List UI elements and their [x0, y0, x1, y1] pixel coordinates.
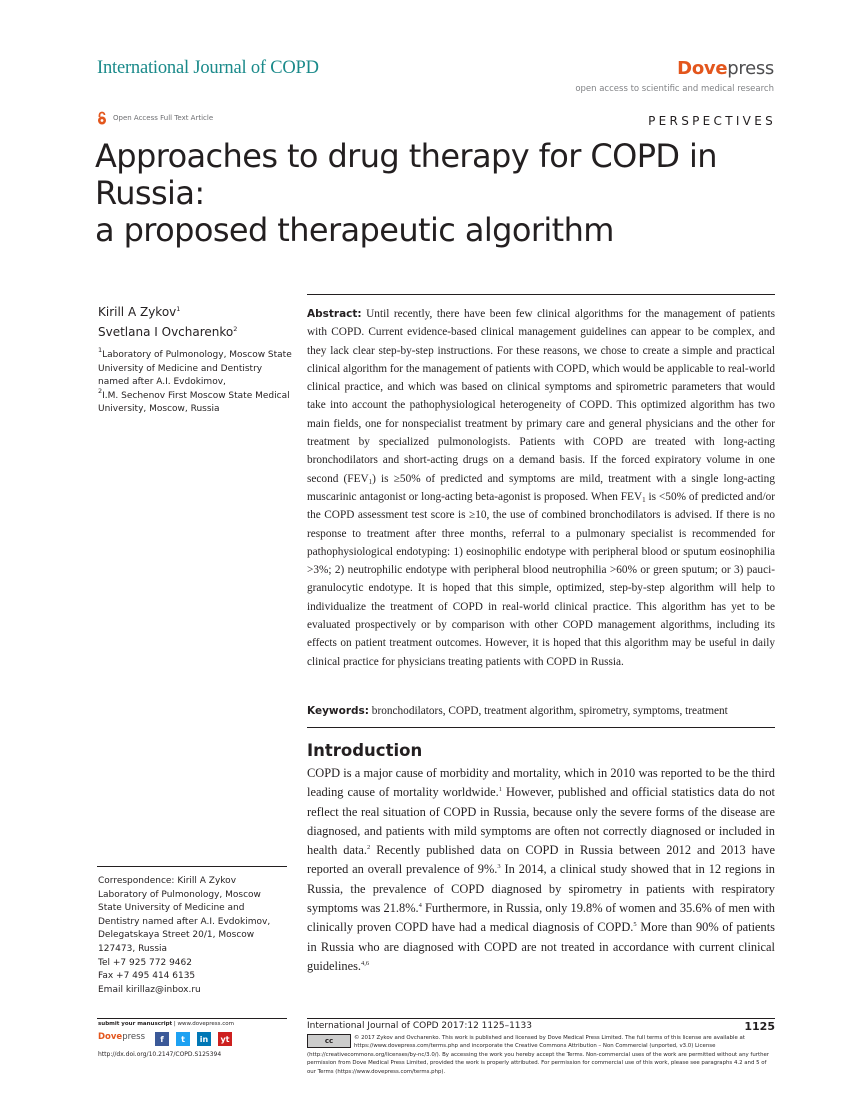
introduction-paragraph	[307, 764, 775, 976]
divider	[97, 1018, 287, 1019]
affiliation-2	[98, 386, 293, 417]
linkedin-icon[interactable]: in	[197, 1032, 211, 1046]
intro-text: Furthermore, in Russia, only 19.8% of women and 35.6% of men with clinically proven COPD have had a medical diagnosis of COPD.	[307, 901, 775, 935]
corr-line: 127473, Russia	[98, 943, 168, 954]
facebook-icon[interactable]: f	[155, 1032, 169, 1046]
title-line-2: a proposed therapeutic algorithm	[95, 211, 614, 249]
corr-line: Dentistry named after A.I. Evdokimov,	[98, 916, 271, 927]
twitter-icon[interactable]: t	[176, 1032, 190, 1046]
doi-link[interactable]: http://dx.doi.org/10.2147/COPD.S125394	[98, 1051, 222, 1058]
abstract-text-3: is <50% of predicted and/or the COPD assessment test score is ≥10, the use of combined bronchodilators is advised. If there is no response to treatment after three months, referral to a pulmonary specialist is recommended for pathophysiological endotyping: 1) eosinophilic endotype with peripheral blood or sputum eosinophilia >3%; 2) neutrophilic endotype with peripheral blood neutrophilia >60% or green sputum; or 3) pauci-granulocytic endotype. It is hoped that this simple, optimized, step-by-step algorithm will help to individualize the treatment of COPD in real-world clinical practice. This algorithm has yet to be evaluated prospectively or by comparison with other COPD management algorithms, including its effects on patient treatment outcomes. However, it is hoped that this algorithm may be useful in daily clinical practice for physicians treating patients with COPD in Russia.	[307, 490, 775, 668]
citation-ref[interactable]: 1	[498, 786, 502, 794]
corr-line: Correspondence: Kirill A Zykov	[98, 876, 237, 886]
divider	[307, 1018, 775, 1019]
author-2[interactable]	[98, 322, 237, 342]
affil-2-text: I.M. Sechenov First Moscow State Medical University, Moscow, Russia	[98, 390, 290, 415]
journal-name[interactable]: International Journal of COPD	[97, 58, 319, 78]
affil-2-mark: 2	[98, 386, 103, 395]
intro-text: However, published and official statistics data do not reflect the real situation of COPD in Russia, because only the severe forms of the disease are diagnosed, and patients with mild symptoms are often not correctly diagnosed or included in health data.	[307, 785, 775, 858]
intro-text: In 2014, a clinical study showed that in 12 regions in Russia, the prevalence of COPD diagnosed by spirometry in patients with respiratory symptoms was 21.8%.	[307, 862, 776, 916]
intro-text: COPD is a major cause of morbidity and mortality, which in 2010 was reported to be the third leading cause of mortality worldwide.	[307, 766, 775, 800]
affiliation-1	[98, 346, 293, 390]
section-heading-introduction: Introduction	[307, 741, 423, 760]
corr-fax: Fax +7 495 414 6135	[98, 971, 196, 982]
abstract-text-2: ) is ≥50% of predicted and symptoms are mild, treatment with a single long-acting muscarinic antagonist or long-acting beta-agonist is proposed. When FEV	[307, 472, 775, 503]
intro-text: More than 90% of patients in Russia who are diagnosed with COPD are not treated in accordance with current clinical guidelines.	[307, 920, 775, 973]
footer-logo-rest: press	[122, 1032, 145, 1042]
submit-url: | www.dovepress.com	[172, 1021, 234, 1027]
keywords	[307, 702, 775, 720]
corr-phone: Tel +7 925 772 9462	[98, 957, 192, 968]
corr-line: Delegatskaya Street 20/1, Moscow	[98, 930, 255, 941]
abstract-text-1: Until recently, there have been few clinical algorithms for the management of patients with COPD. Current evidence-based clinical management guidelines can appear to be complex, and they lack clear step-by-step instructions. For these reasons, we chose to create a simple and practical clinical algorithm for the management of patients with COPD, which would be applicable to real-world clinical practice, and which was based on clinical symptoms and spirometric parameters that would take into account the pathophysiological heterogeneity of COPD. This optimized algorithm has two main fields, one for nonspecialist treatment by primary care and general physicians and the other for treatment by specialized pulmonologists. Patients with COPD are treated with long-acting bronchodilators and short-acting drugs on a demand basis. If the forced expiratory volume in one second (FEV	[307, 308, 775, 485]
corr-line: State University of Medicine and	[98, 903, 245, 914]
license-block	[307, 1034, 775, 1076]
corr-email[interactable]: Email kirillaz@inbox.ru	[98, 984, 201, 995]
abstract	[307, 305, 775, 671]
divider	[307, 727, 775, 728]
footer-logo-bold: Dove	[98, 1032, 123, 1042]
author-2-affil-mark: 2	[233, 325, 238, 333]
affiliations	[98, 346, 293, 417]
brand-tagline: open access to scientific and medical research	[575, 84, 774, 94]
fev-subscript: 1	[368, 477, 373, 486]
open-access-label: Open Access Full Text Article	[113, 114, 214, 122]
creative-commons-icon[interactable]: cc	[307, 1034, 351, 1048]
citation-ref[interactable]: 4	[418, 902, 422, 910]
intro-text: Recently published data on COPD in Russia between 2012 and 2013 have reported an overall prevalence of 9%.	[307, 843, 775, 877]
fev-subscript: 1	[642, 495, 646, 504]
title-line-1: Approaches to drug therapy for COPD in Russia:	[95, 137, 717, 212]
journal-citation: International Journal of COPD 2017:12 1125–1133	[307, 1021, 532, 1031]
citation-ref[interactable]: 2	[366, 844, 371, 852]
author-2-name: Svetlana I Ovcharenko	[98, 325, 234, 339]
footer-dovepress-logo[interactable]	[98, 1032, 145, 1042]
section-label: PERSPECTIVES	[648, 114, 776, 128]
citation-ref[interactable]: 5	[633, 921, 637, 929]
open-access-badge[interactable]	[97, 111, 213, 125]
open-access-lock-icon	[97, 111, 107, 125]
brand-bold: Dove	[677, 58, 728, 79]
submit-label: submit your manuscript	[98, 1021, 173, 1027]
author-1-affil-mark: 1	[176, 305, 181, 313]
author-1[interactable]	[98, 302, 237, 322]
dovepress-logo[interactable]	[677, 58, 774, 79]
corr-line: Laboratory of Pulmonology, Moscow	[98, 889, 261, 900]
citation-ref[interactable]: 4,6	[361, 959, 370, 967]
divider	[97, 866, 287, 867]
keywords-text: bronchodilators, COPD, treatment algorithm, spirometry, symptoms, treatment	[368, 705, 728, 717]
abstract-label: Abstract:	[307, 308, 362, 320]
correspondence-block	[98, 875, 293, 997]
citation-ref[interactable]: 3	[497, 863, 501, 871]
author-1-name: Kirill A Zykov	[98, 305, 177, 319]
article-title	[95, 138, 795, 249]
submit-manuscript-link[interactable]	[98, 1021, 234, 1027]
affil-1-text: Laboratory of Pulmonology, Moscow State University of Medicine and Dentistry named after A.I. Evdokimov,	[98, 350, 292, 388]
affil-1-mark: 1	[98, 346, 103, 354]
divider	[307, 294, 775, 295]
youtube-icon[interactable]: yt	[218, 1032, 232, 1046]
page-number: 1125	[744, 1020, 775, 1033]
keywords-label: Keywords:	[307, 705, 369, 717]
social-links	[155, 1032, 232, 1046]
author-list	[98, 302, 237, 342]
brand-rest: press	[727, 58, 774, 79]
license-text: © 2017 Zykov and Ovcharenko. This work is published and licensed by Dove Medical Press Limited. The full terms of this license are available at https://www.dovepress.com/terms.php and incorporate the Creative Commons Attribution – Non Commercial (unported, v3.0) License (http://creativecommons.org/licenses/by-nc/3.0/). By accessing the work you hereby accept the Terms. Non-commercial uses of the work are permitted without any further permission from Dove Medical Press Limited, provided the work is properly attributed. For permission for commercial use of this work, please see paragraphs 4.2 and 5 of our Terms (https://www.dovepress.com/terms.php).	[307, 1035, 770, 1075]
